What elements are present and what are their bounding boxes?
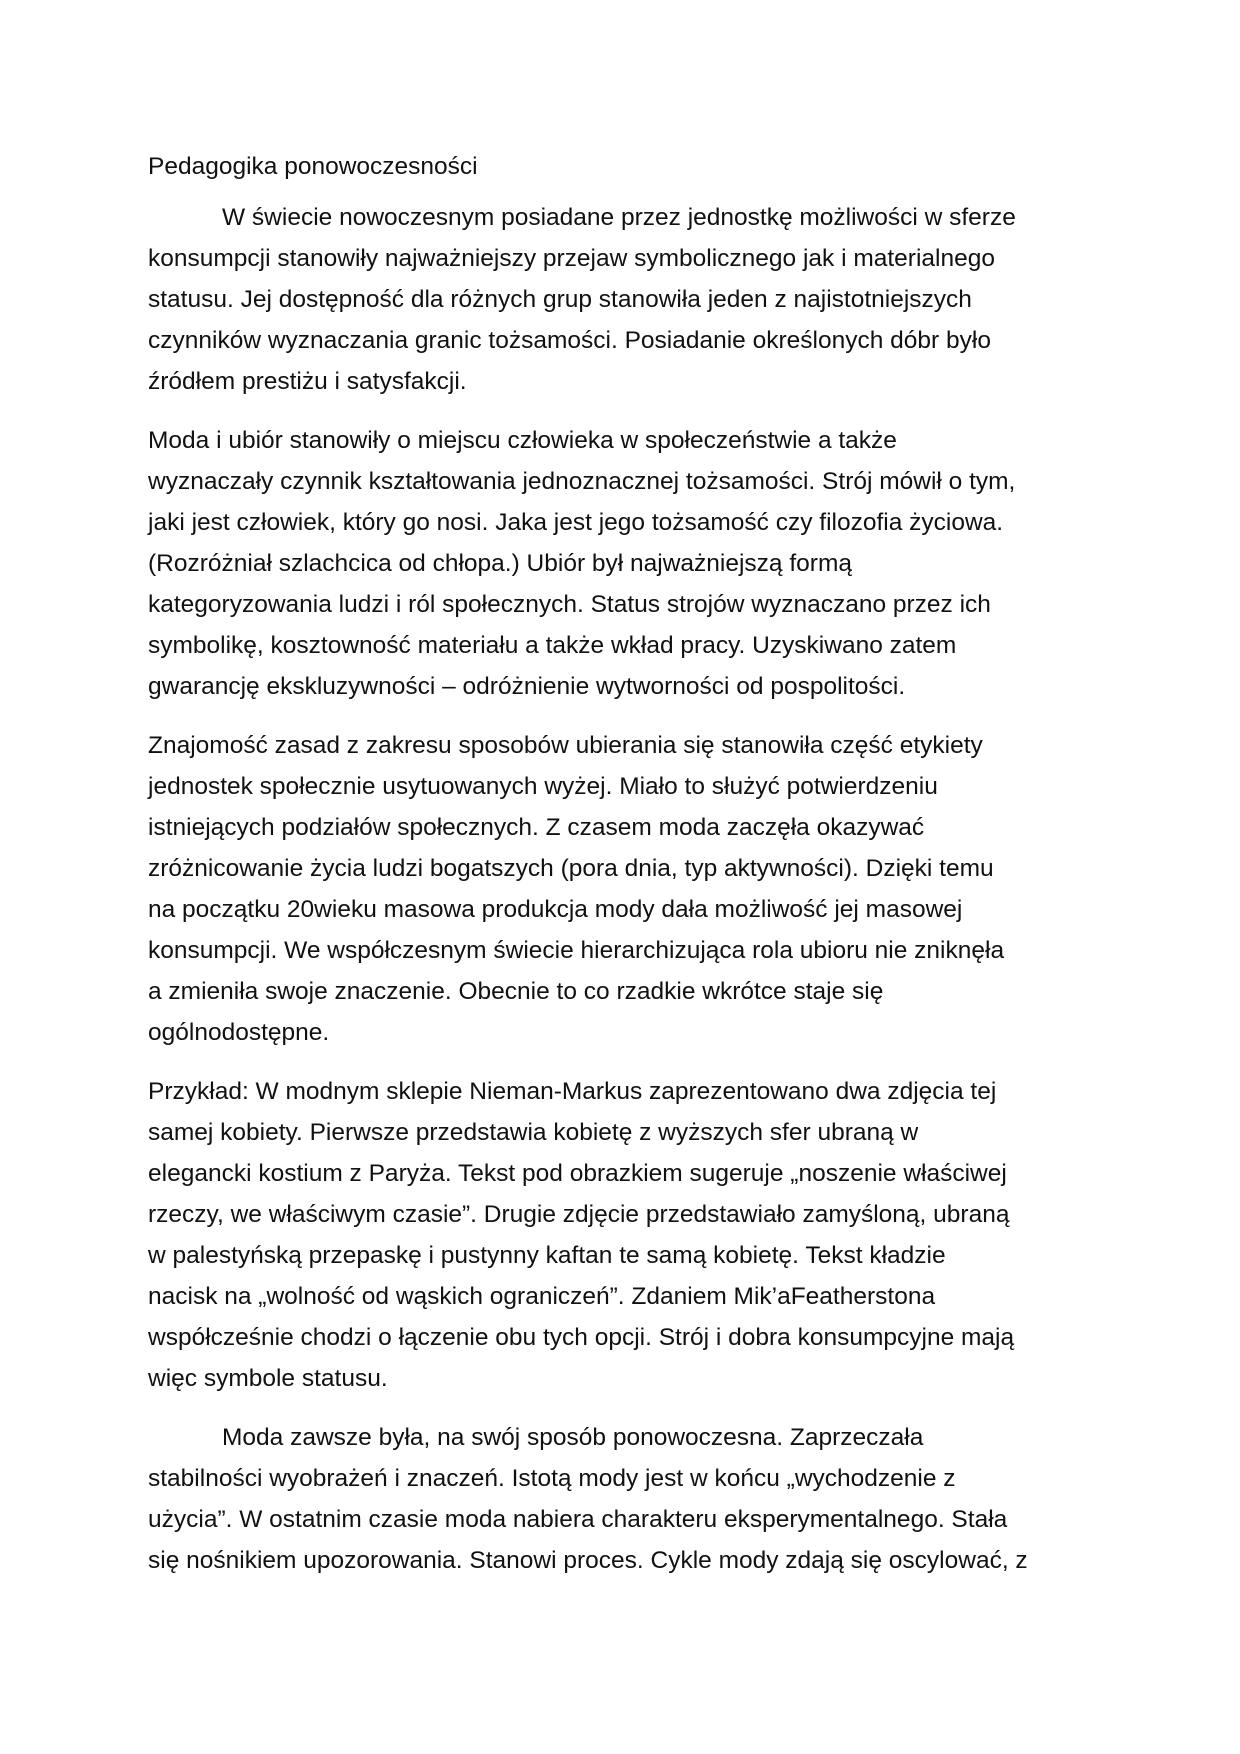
paragraph-line: rzeczy, we właściwym czasie”. Drugie zdjęcie przedstawiało zamyśloną, ubraną [148, 1201, 1010, 1228]
paragraph-line: symbolikę, kosztowność materiału a także wkład pracy. Uzyskiwano zatem [148, 632, 957, 659]
paragraph-line: elegancki kostium z Paryża. Tekst pod obrazkiem sugeruje „noszenie właściwej [148, 1160, 1007, 1187]
paragraph-line: konsumpcji. We współczesnym świecie hierarchizująca rola ubioru nie zniknęła [148, 937, 1005, 964]
paragraph-3 [148, 725, 1098, 1053]
paragraph-line: źródłem prestiżu i satysfakcji. [148, 368, 467, 395]
paragraph-line: użycia”. W ostatnim czasie moda nabiera charakteru eksperymentalnego. Stała [148, 1506, 1008, 1533]
paragraph-line: ogólnodostępne. [148, 1019, 330, 1046]
paragraph-line: Moda zawsze była, na swój sposób ponowoczesna. Zaprzeczała [222, 1424, 924, 1451]
paragraph-line: nacisk na „wolność od wąskich ograniczeń”. Zdaniem Mik’aFeatherstona [148, 1283, 936, 1310]
paragraph-line: jednostek społecznie usytuowanych wyżej. Miało to służyć potwierdzeniu [148, 773, 938, 800]
paragraph-line: kategoryzowania ludzi i ról społecznych. Status strojów wyznaczano przez ich [148, 591, 991, 618]
paragraph-5 [148, 1417, 1098, 1581]
paragraph-line: współcześnie chodzi o łączenie obu tych opcji. Strój i dobra konsumpcyjne mają [148, 1324, 1015, 1351]
paragraph-line: Znajomość zasad z zakresu sposobów ubierania się stanowiła część etykiety [148, 732, 983, 759]
paragraph-line: na początku 20wieku masowa produkcja mody dała możliwość jej masowej [148, 896, 963, 923]
paragraph-line: istniejących podziałów społecznych. Z czasem moda zaczęła okazywać [148, 814, 925, 841]
paragraph-line: wyznaczały czynnik kształtowania jednoznacznej tożsamości. Strój mówił o tym, [148, 468, 1016, 495]
paragraph-line: jaki jest człowiek, który go nosi. Jaka jest jego tożsamość czy filozofia życiowa. [148, 509, 1004, 536]
paragraph-line: samej kobiety. Pierwsze przedstawia kobietę z wyższych sfer ubraną w [148, 1119, 919, 1146]
paragraph-4 [148, 1071, 1098, 1399]
paragraph-line: W świecie nowoczesnym posiadane przez jednostkę możliwości w sferze [222, 204, 1016, 231]
paragraph-line: stabilności wyobrażeń i znaczeń. Istotą mody jest w końcu „wychodzenie z [148, 1465, 956, 1492]
paragraph-line: się nośnikiem upozorowania. Stanowi proces. Cykle mody zdają się oscylować, z [148, 1547, 1028, 1574]
paragraph-2 [148, 420, 1098, 707]
paragraph-line: a zmieniła swoje znaczenie. Obecnie to co rzadkie wkrótce staje się [148, 978, 884, 1005]
paragraph-line: gwarancję ekskluzywności – odróżnienie wytworności od pospolitości. [148, 673, 906, 700]
paragraph-line: statusu. Jej dostępność dla różnych grup stanowiła jeden z najistotniejszych [148, 286, 972, 313]
paragraph-line: w palestyńską przepaskę i pustynny kaftan te samą kobietę. Tekst kładzie [148, 1242, 946, 1269]
paragraph-line: więc symbole statusu. [148, 1365, 388, 1392]
paragraph-line: Moda i ubiór stanowiły o miejscu człowieka w społeczeństwie a także [148, 427, 897, 454]
paragraph-line: (Rozróżniał szlachcica od chłopa.) Ubiór był najważniejszą formą [148, 550, 852, 577]
paragraph-line: czynników wyznaczania granic tożsamości. Posiadanie określonych dóbr było [148, 327, 991, 354]
document-page [148, 146, 1098, 1599]
paragraph-line: konsumpcji stanowiły najważniejszy przejaw symbolicznego jak i materialnego [148, 245, 995, 272]
document-title: Pedagogika ponowoczesności [148, 153, 478, 180]
paragraph-line: zróżnicowanie życia ludzi bogatszych (pora dnia, typ aktywności). Dzięki temu [148, 855, 994, 882]
paragraph-1 [148, 197, 1098, 402]
paragraph-line: Przykład: W modnym sklepie Nieman-Markus zaprezentowano dwa zdjęcia tej [148, 1078, 997, 1105]
